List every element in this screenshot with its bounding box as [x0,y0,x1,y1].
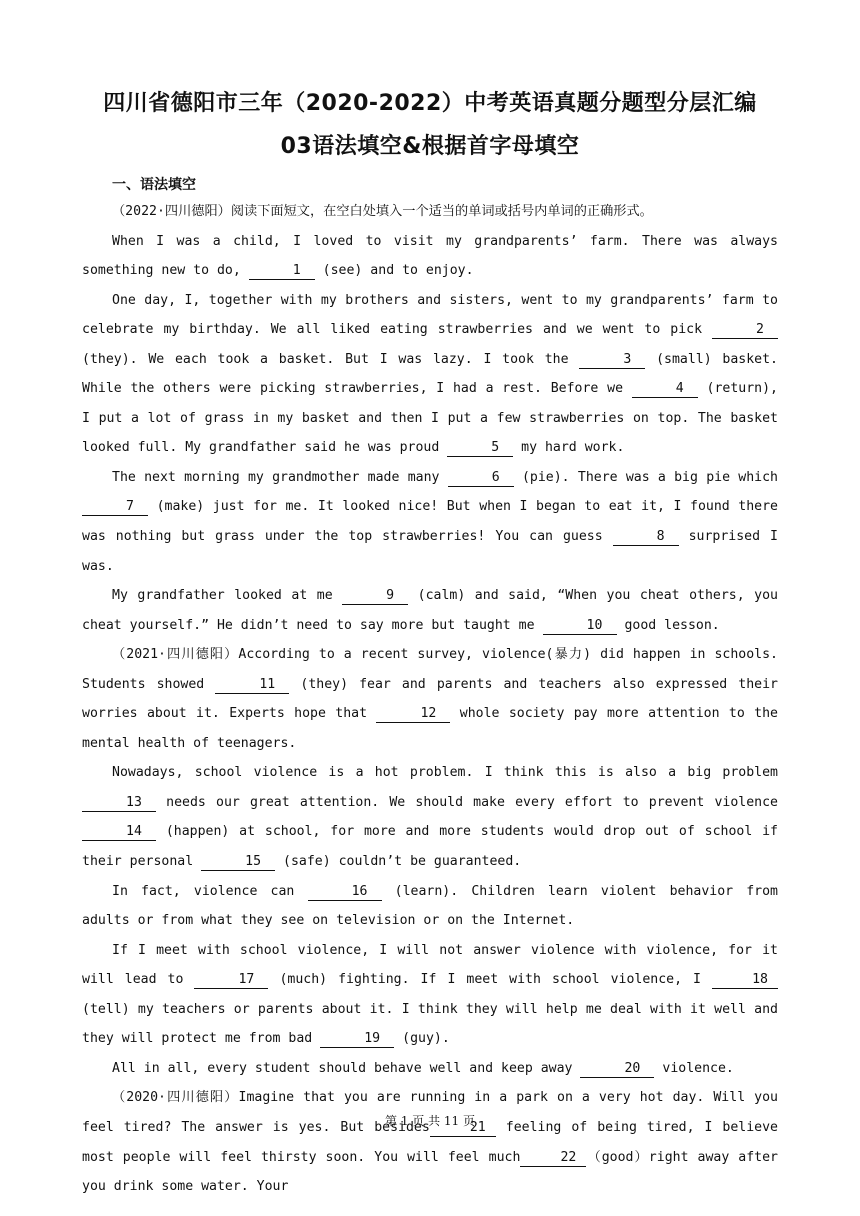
paragraph: The next morning my grandmother made many 6 (pie). There was a big pie which 7 (make) just for me. It looked nice! But when I began to eat it, I found there was nothing but grass under the top strawberries! You can guess 8 surprised I was. [82,469,778,574]
paragraph: All in all, every student should behave well and keep away 20 violence. [112,1060,734,1076]
answer-blank[interactable]: 11 [215,677,289,694]
answer-blank[interactable]: 17 [194,972,268,989]
answer-blank[interactable]: 9 [342,588,408,605]
answer-blank[interactable]: 14 [82,824,156,841]
document-subtitle: 03语法填空&根据首字母填空 [280,134,580,159]
answer-blank[interactable]: 6 [448,470,514,487]
answer-blank[interactable]: 12 [376,706,450,723]
answer-blank[interactable]: 4 [632,381,698,398]
answer-blank[interactable]: 20 [580,1061,654,1078]
page-footer: 第 1 页 共 11 页 [385,1114,475,1128]
paragraph: （2020·四川德阳）Imagine that you are running in a park on a very hot day. Will you feel tired? The answer is yes. But besides 21 feeling of being tired, I believe most people will feel thirsty soon. You will feel much 22 （good）right away after you drink some water. Your [82,1090,778,1195]
answer-blank[interactable]: 10 [543,618,617,635]
answer-blank[interactable]: 13 [82,795,156,812]
answer-blank[interactable]: 21 [430,1120,496,1137]
answer-blank[interactable]: 8 [613,529,679,546]
answer-blank[interactable]: 2 [712,322,778,339]
answer-blank[interactable]: 18 [712,972,778,989]
passage-body [82,197,778,1202]
paragraph: Nowadays, school violence is a hot problem. I think this is also a big problem 13 needs our great attention. We should make every effort to prevent violence 14 (happen) at school, for more and more students would drop out of school if their personal 15 (safe) couldn’t be guaranteed. [82,765,778,870]
answer-blank[interactable]: 7 [82,499,148,516]
paragraph: My grandfather looked at me 9 (calm) and said, “When you cheat others, you cheat yourself.” He didn’t need to say more but taught me 10 good lesson. [82,588,778,633]
answer-blank[interactable]: 22 [520,1150,586,1167]
answer-blank[interactable]: 19 [320,1031,394,1048]
paragraph: If I meet with school violence, I will not answer violence with violence, for it will lead to 17 (much) fighting. If I meet with school violence, I 18 (tell) my teachers or parents about it. I think they will help me deal with it well and they will protect me from bad 19 (guy). [82,942,778,1047]
section-heading: 一、语法填空 [112,177,196,193]
paragraph: One day, I, together with my brothers and sisters, went to my grandparents’ farm to celebrate my birthday. We all liked eating strawberries and we went to pick 2 (they). We each took a basket. But I was lazy. I took the 3 (small) basket. While the others were picking strawberries, I had a rest. Before we 4 (return), I put a lot of grass in my basket and then I put a few strawberries on top. The basket looked full. My grandfather said he was proud 5 my hard work. [82,292,779,456]
answer-blank[interactable]: 15 [201,854,275,871]
paragraph: In fact, violence can 16 (learn). Children learn violent behavior from adults or from what they see on television or on the Internet. [82,883,778,929]
paragraph: （2021·四川德阳）According to a recent survey, violence(暴力) did happen in schools. Students showed 11 (they) fear and parents and teachers also expressed their worries about it. Experts hope that 12 whole society pay more attention to the mental health of teenagers. [82,647,778,751]
answer-blank[interactable]: 3 [579,352,645,369]
paragraph: When I was a child, I loved to visit my grandparents’ farm. There was always something new to do, 1 (see) and to enjoy. [82,233,778,279]
passage-2022-intro: （2022·四川德阳）阅读下面短文，在空白处填入一个适当的单词或括号内单词的正确形式。 [112,204,653,219]
answer-blank[interactable]: 1 [249,263,315,280]
answer-blank[interactable]: 5 [447,440,513,457]
answer-blank[interactable]: 16 [308,884,382,901]
document-title: 四川省德阳市三年（2020-2022）中考英语真题分题型分层汇编 [103,91,757,116]
